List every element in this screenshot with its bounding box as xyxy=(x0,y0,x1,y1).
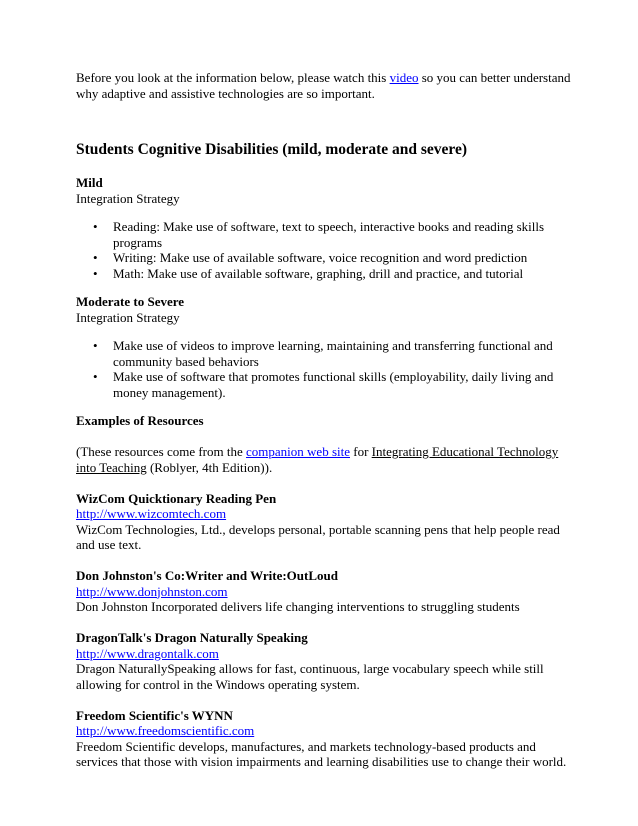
resource-url-link[interactable]: http://www.donjohnston.com xyxy=(76,583,228,599)
resource-donjohnston xyxy=(76,568,576,615)
intro-text-after: so you can better understand why adaptive and assistive technologies are so important. xyxy=(76,70,571,101)
examples-heading: Examples of Resources xyxy=(76,413,204,428)
companion-site-link[interactable]: companion web site xyxy=(246,444,350,459)
spacer xyxy=(76,475,576,491)
resources-source-note xyxy=(76,444,576,475)
resource-title: Freedom Scientific's WYNN xyxy=(76,707,233,723)
mild-strategy-list xyxy=(76,219,576,281)
mild-subheading: Integration Strategy xyxy=(76,190,180,206)
resource-description: Dragon NaturallySpeaking allows for fast, continuous, large vocabulary speech while still allowing for control in the Windows operating system. xyxy=(76,661,544,692)
list-item: • Math: Make use of available software, graphing, drill and practice, and tutorial xyxy=(113,266,576,282)
resource-wizcom xyxy=(76,491,576,553)
spacer xyxy=(76,429,576,445)
list-item: • Make use of videos to improve learning, maintaining and transferring functional and community based behaviors xyxy=(113,338,576,369)
video-link[interactable]: video xyxy=(389,70,419,85)
resource-url-link[interactable]: http://www.freedomscientific.com xyxy=(76,723,255,738)
resource-url-link[interactable]: http://www.wizcomtech.com xyxy=(76,506,227,521)
resource-description: Freedom Scientific develops, manufactures, and markets technology-based products and services that those with vision impairments and learning disabilities use to change their world. xyxy=(76,738,567,769)
resource-dragontalk xyxy=(76,630,576,692)
moderate-heading: Moderate to Severe xyxy=(76,294,185,309)
note-text-before: (These resources come from the xyxy=(76,444,247,459)
resource-title: WizCom Quicktionary Reading Pen xyxy=(76,490,277,506)
mild-heading: Mild xyxy=(76,175,103,190)
resource-url-link[interactable]: http://www.dragontalk.com xyxy=(76,645,219,661)
resource-title: Don Johnston's Co:Writer and Write:OutLoud xyxy=(76,568,338,583)
list-item: • Writing: Make use of available software, voice recognition and word prediction xyxy=(113,250,576,266)
resource-description: WizCom Technologies, Ltd., develops personal, portable scanning pens that help people read and use text. xyxy=(76,521,560,552)
list-item: • Reading: Make use of software, text to speech, interactive books and reading skills programs xyxy=(113,219,576,250)
book-title: Integrating Educational Technology into Teaching xyxy=(76,444,559,475)
moderate-strategy-list xyxy=(76,338,576,400)
resource-title: DragonTalk's Dragon Naturally Speaking xyxy=(76,630,308,645)
list-item: • Make use of software that promotes functional skills (employability, daily living and money management). xyxy=(113,369,576,400)
resource-freedomscientific xyxy=(76,708,576,770)
moderate-subheading: Integration Strategy xyxy=(76,309,180,325)
note-text-mid: for xyxy=(350,444,372,459)
section-title: Students Cognitive Disabilities (mild, moderate and severe) xyxy=(76,141,468,158)
intro-paragraph xyxy=(76,70,576,101)
note-text-after: (Roblyer, 4th Edition)). xyxy=(146,459,273,475)
document-page xyxy=(76,70,576,785)
resource-description: Don Johnston Incorporated delivers life changing interventions to struggling students xyxy=(76,599,520,614)
intro-text-before: Before you look at the information below, please watch this xyxy=(76,70,390,85)
